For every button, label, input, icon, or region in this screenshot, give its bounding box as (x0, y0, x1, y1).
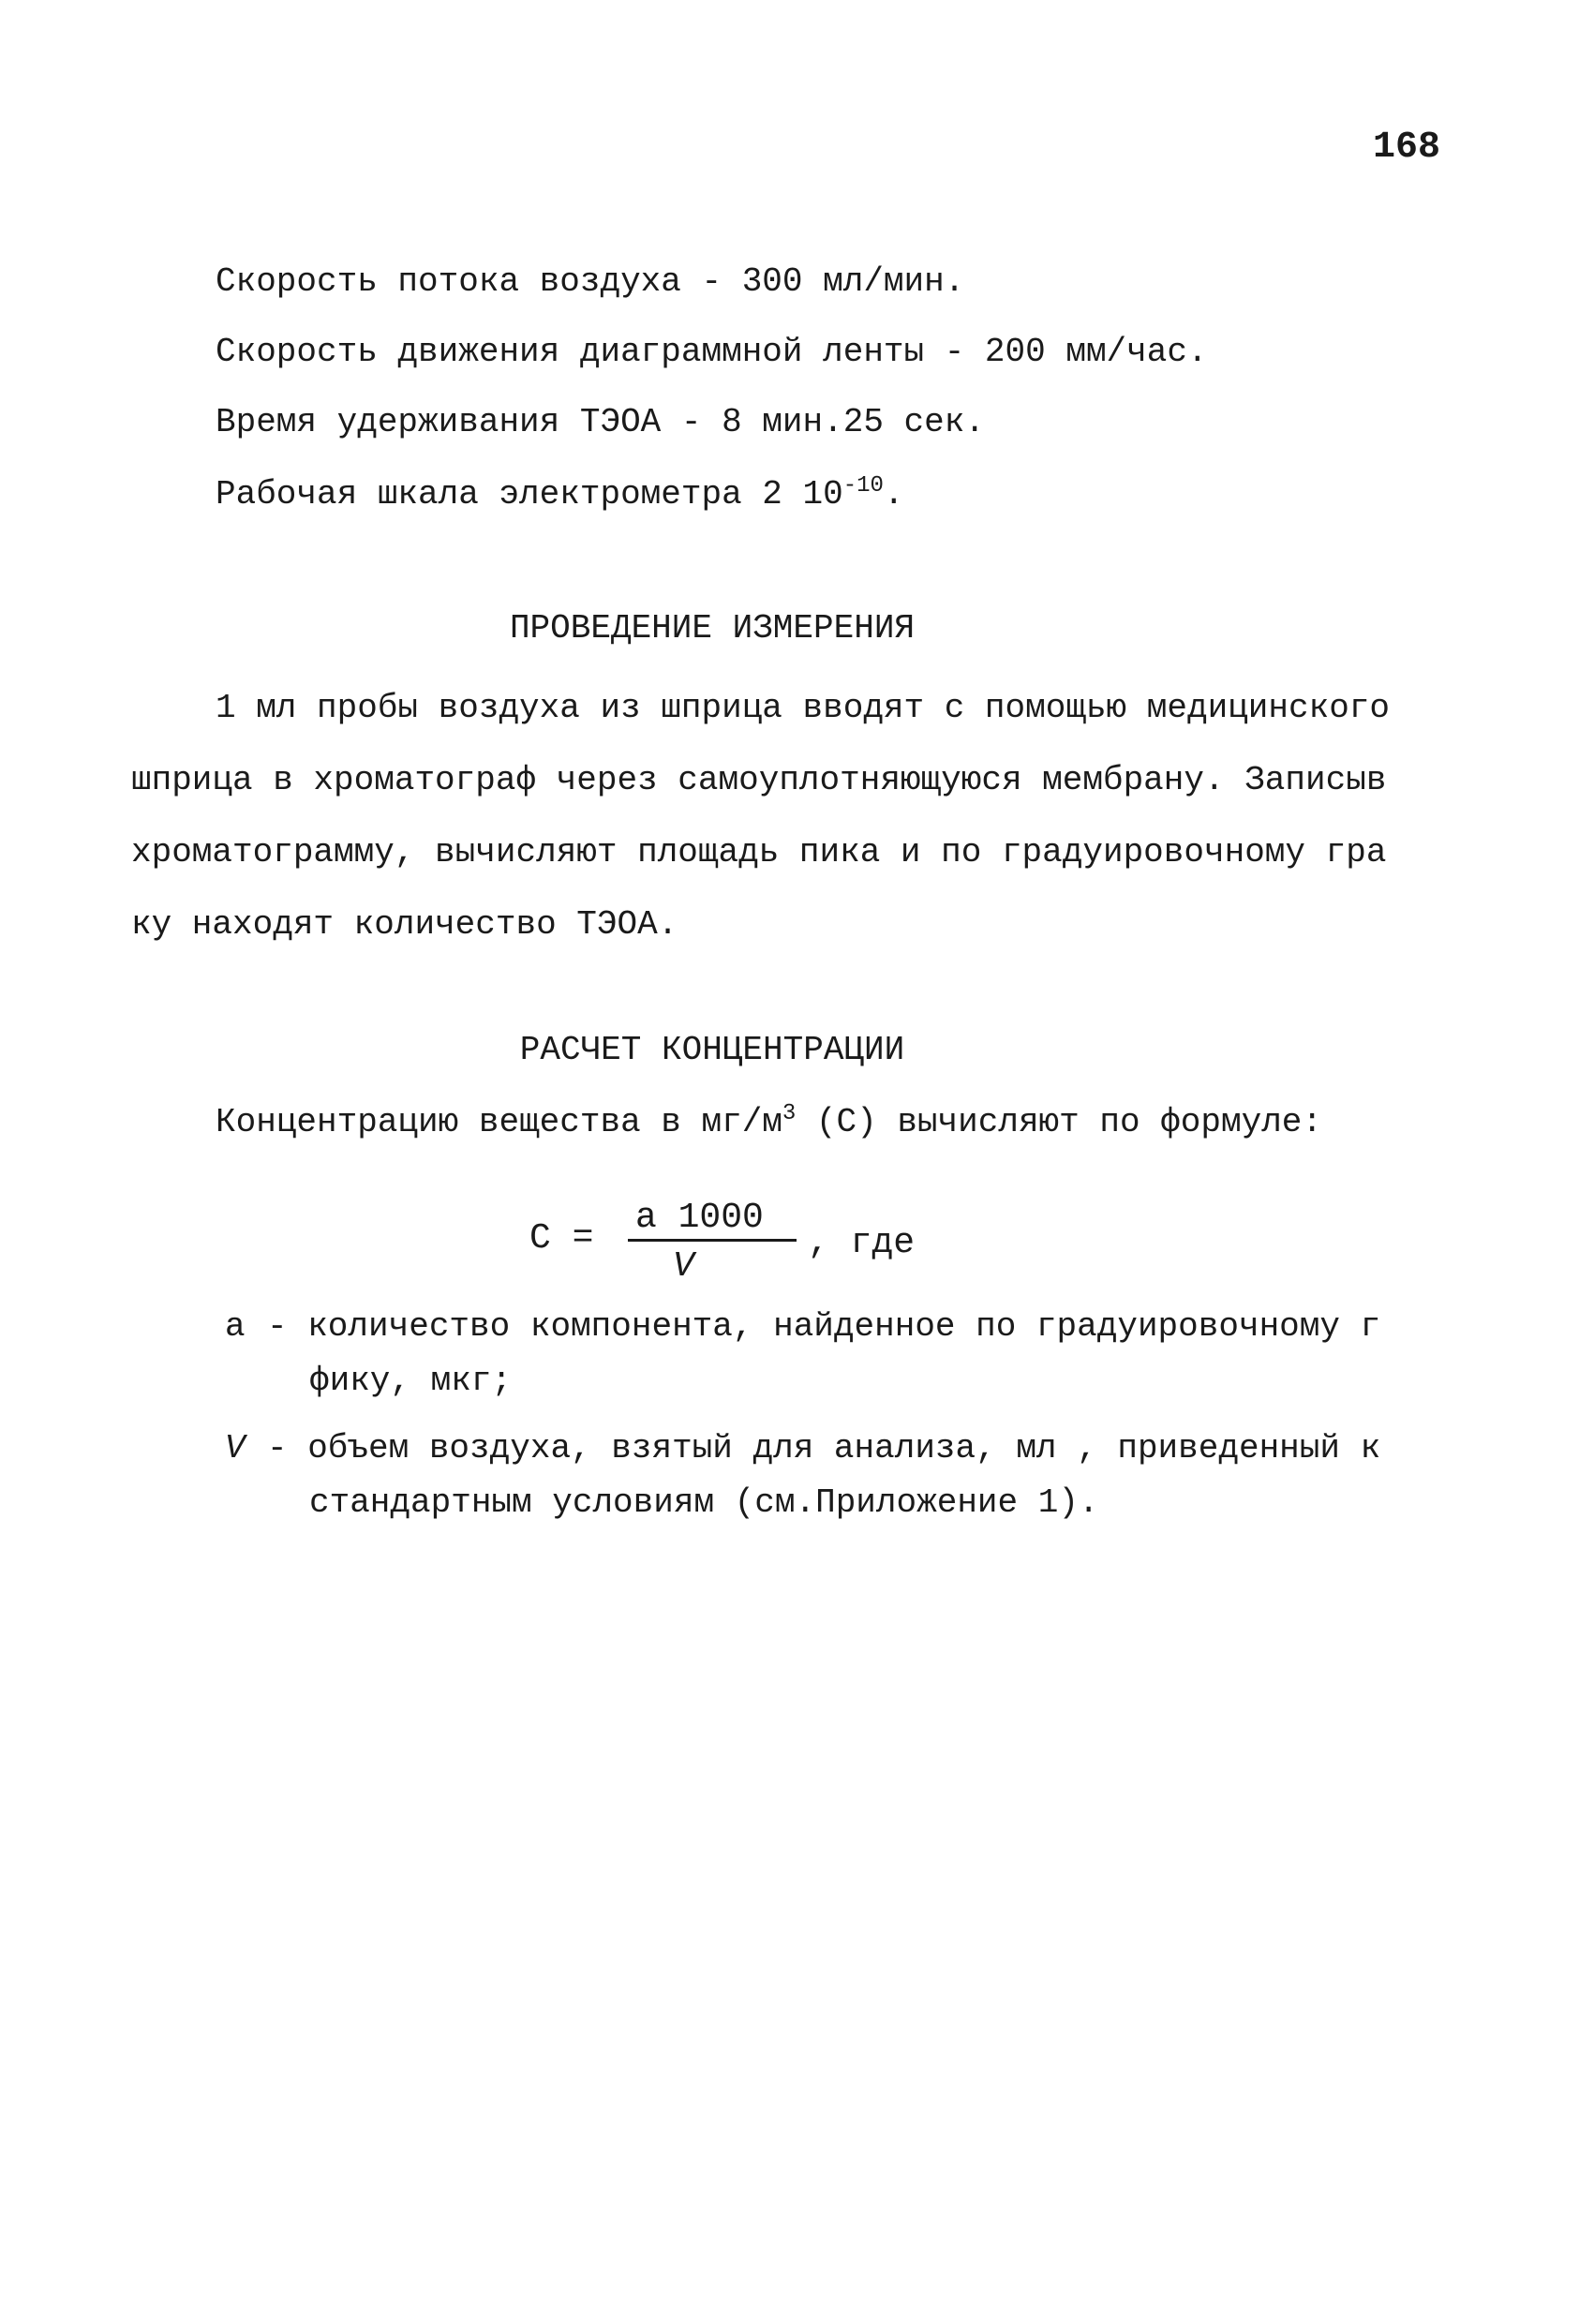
definition-symbol-v: V (225, 1429, 246, 1467)
scale-period: . (883, 475, 904, 514)
section-heading-calculation: РАСЧЕТ КОНЦЕНТРАЦИИ (519, 1031, 905, 1069)
fraction-bar (628, 1239, 797, 1242)
paragraph-line: 1 мл пробы воздуха из шприца вводят с помощью медицинского (216, 689, 1391, 727)
paragraph-line: шприца в хроматограф через самоуплотняющуюся мембрану. Записыв (131, 761, 1387, 799)
param-air-flow: Скорость потока воздуха - 300 мл/мин. (216, 262, 965, 301)
param-tape-speed: Скорость движения диаграммной ленты - 200 мм/час. (216, 333, 1208, 371)
definition-symbol-a: а (225, 1307, 246, 1346)
formula-tail: , где (808, 1223, 916, 1263)
param-electrometer-scale (216, 473, 904, 514)
formula-lhs: С = (529, 1218, 594, 1259)
intro-text: Концентрацию вещества в мг/м (216, 1103, 782, 1141)
definition-a-line2: фику, мкг; (309, 1362, 513, 1400)
formula-denominator: V (673, 1246, 694, 1287)
intro-text-end: (С) вычисляют по формуле: (796, 1103, 1323, 1141)
paragraph-line: ку находят количество ТЭОА. (131, 905, 678, 944)
definition-v-line1: - объем воздуха, взятый для анализа, мл , приведенный к (267, 1429, 1381, 1467)
formula-numerator: а 1000 (635, 1198, 764, 1238)
page-number: 168 (1373, 127, 1441, 169)
formula-intro (216, 1101, 1322, 1141)
intro-superscript: 3 (782, 1101, 797, 1126)
scale-text: Рабочая шкала электрометра 2 10 (216, 475, 843, 514)
param-retention-time: Время удерживания ТЭОА - 8 мин.25 сек. (216, 403, 985, 441)
definition-v-line2: стандартным условиям (см.Приложение 1). (309, 1483, 1099, 1522)
section-heading-measurement: ПРОВЕДЕНИЕ ИЗМЕРЕНИЯ (509, 609, 916, 648)
definition-a-line1: - количество компонента, найденное по градуировочному г (267, 1307, 1381, 1346)
paragraph-line: хроматограмму, вычисляют площадь пика и по градуировочному гра (131, 833, 1387, 872)
scale-exponent: -10 (842, 473, 884, 499)
